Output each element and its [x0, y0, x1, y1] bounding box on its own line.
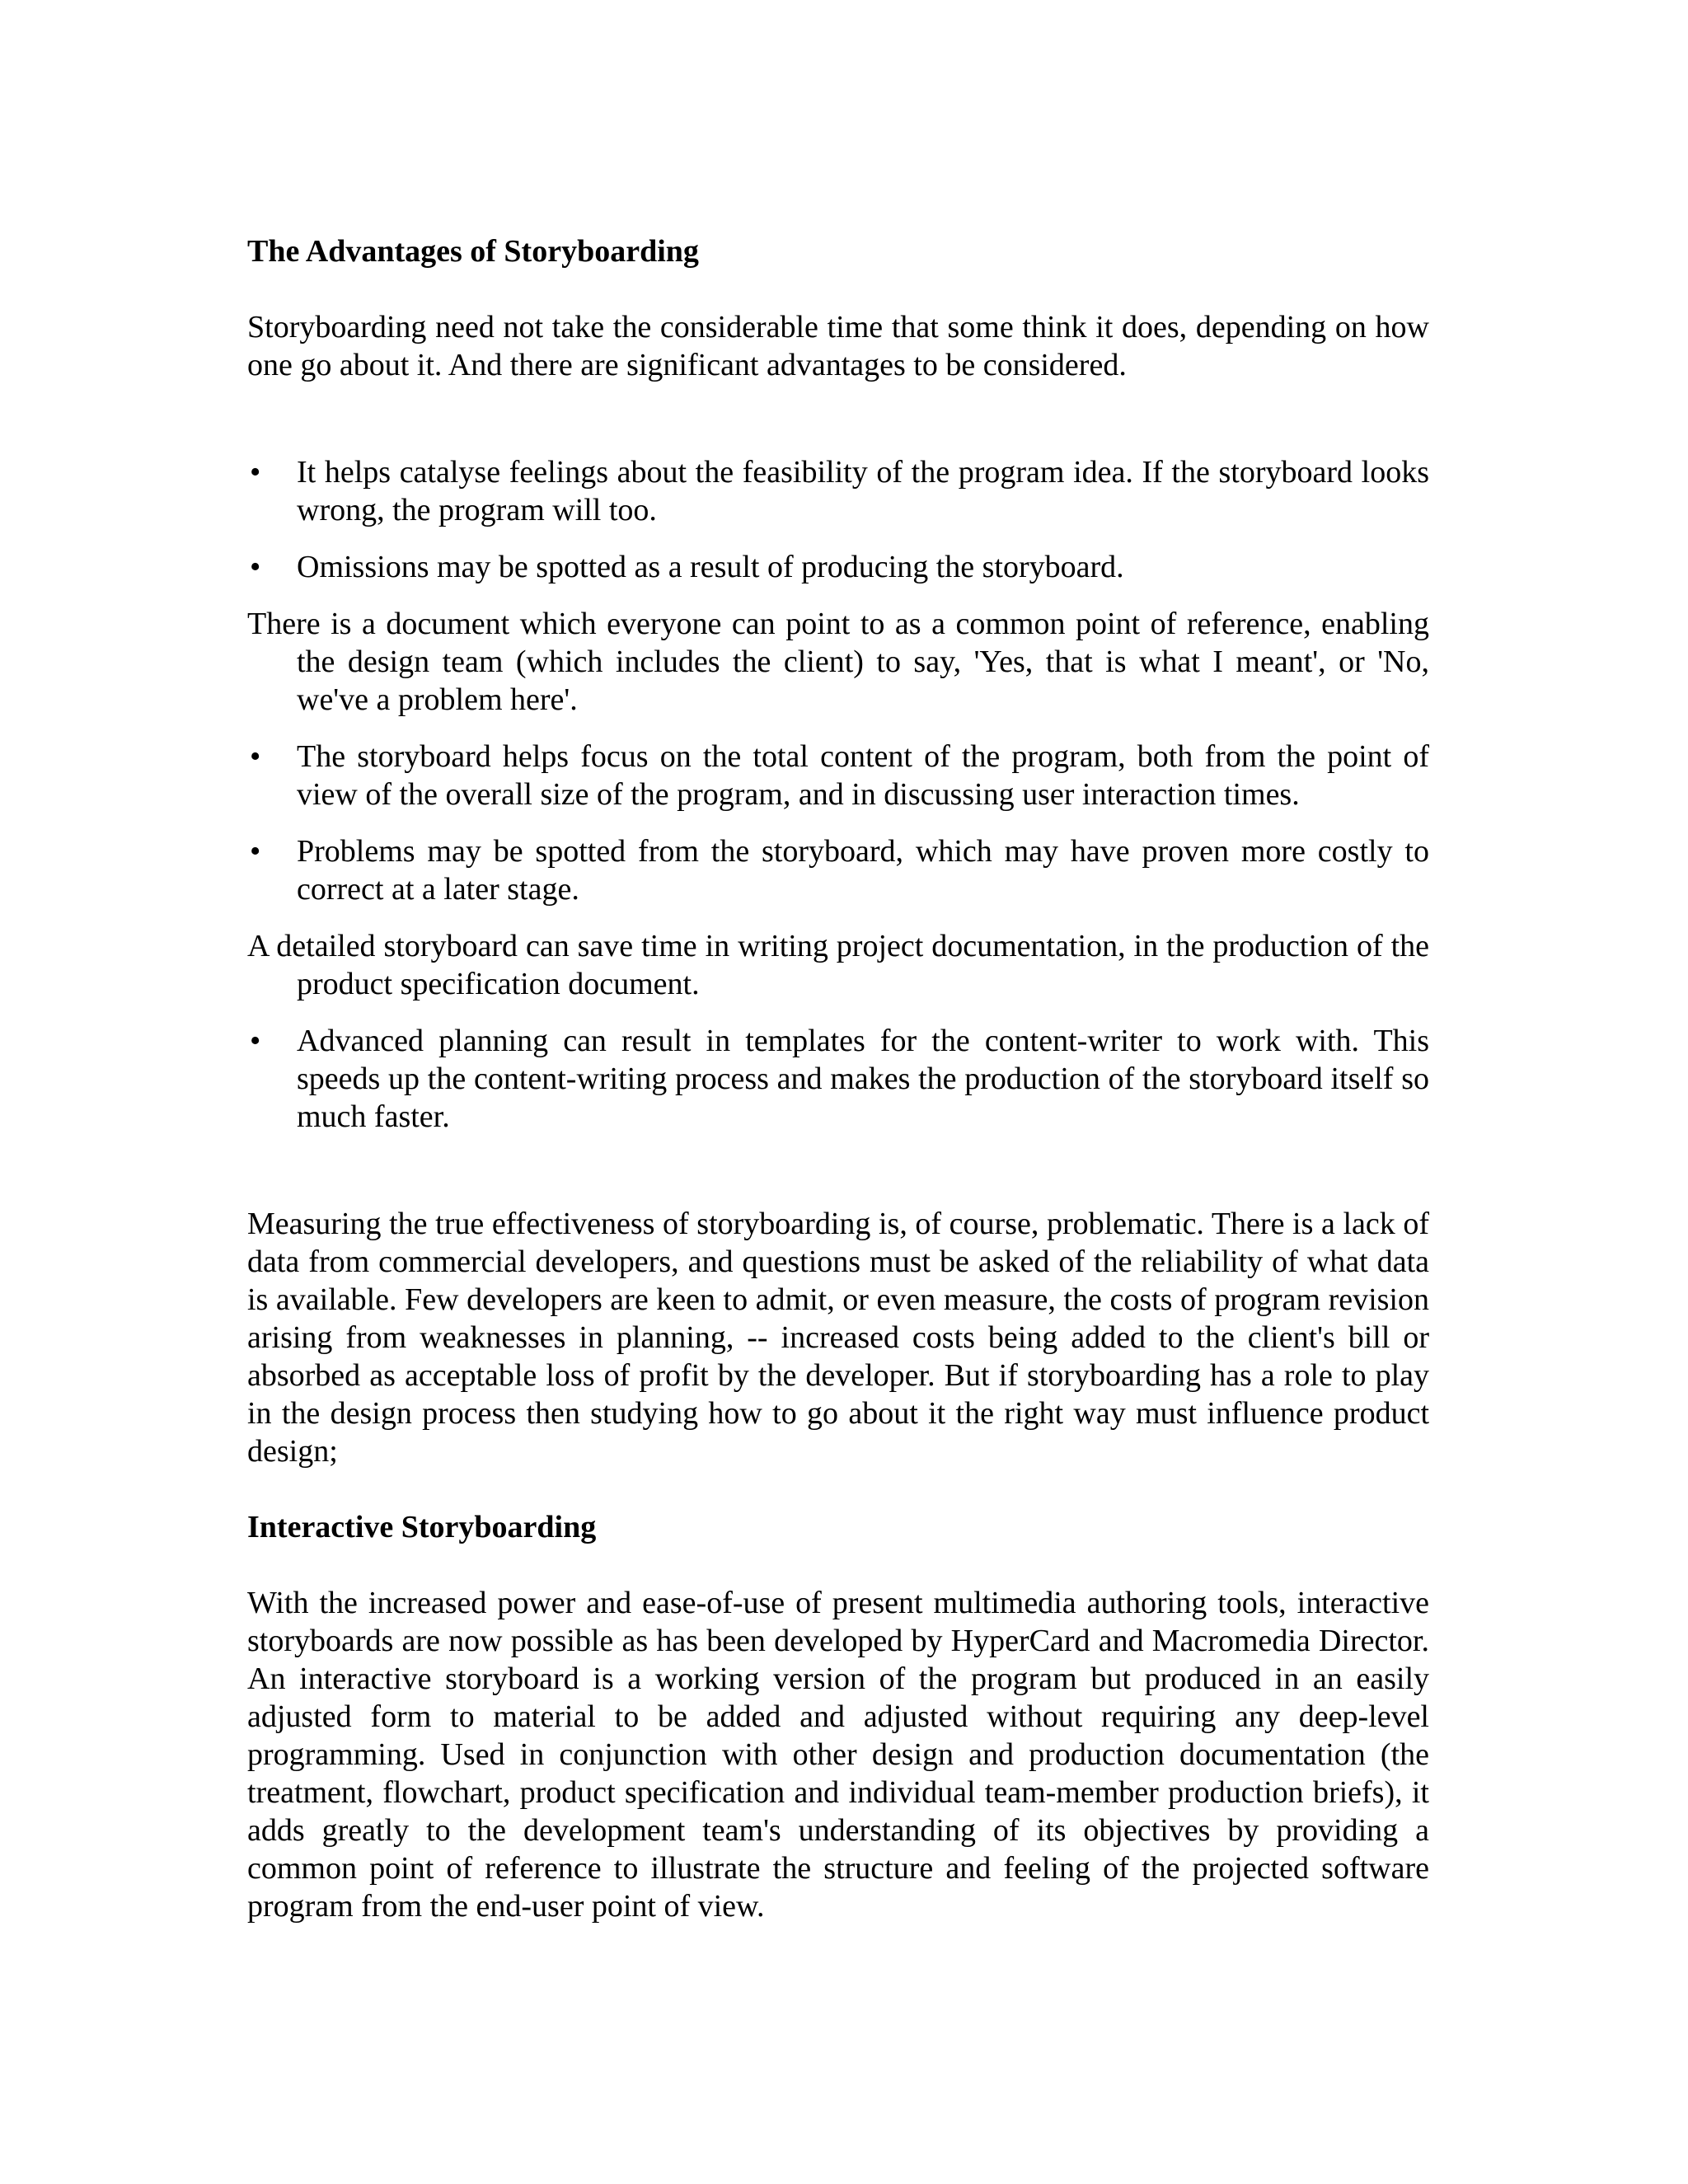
list-item [247, 1022, 1429, 1136]
list-item-text: Problems may be spotted from the storyboard, which may have proven more costly to correct at a later stage. [297, 834, 1429, 907]
list-item-text: Omissions may be spotted as a result of producing the storyboard. [297, 550, 1124, 584]
list-item [247, 738, 1429, 813]
bullet-icon: • [250, 1024, 261, 1058]
intro-paragraph: Storyboarding need not take the considerable time that some think it does, depending on how one go about it. And there are significant advantages to be considered. [247, 310, 1429, 382]
document-page [247, 232, 1429, 1925]
list-item-text: Advanced planning can result in templates for the content-writer to work with. This speeds up the content-writing process and makes the production of the storyboard itself so much faster. [297, 1024, 1429, 1134]
bullet-icon: • [250, 550, 261, 584]
list-item [247, 832, 1429, 908]
section-title: The Advantages of Storyboarding [247, 234, 699, 269]
bullet-icon: • [250, 455, 261, 490]
list-item [247, 548, 1429, 586]
bullet-icon: • [250, 834, 261, 869]
list-item-text: It helps catalyse feelings about the feasibility of the program idea. If the storyboard looks wrong, the program will too. [297, 455, 1429, 527]
interactive-paragraph: With the increased power and ease-of-use of present multimedia authoring tools, interactive storyboards are now possible as has been developed by HyperCard and Macromedia Director. An interactive storyboard is a working version of the program but produced in an easily adjusted form to material to be added and adjusted without requiring any deep-level programming. Used in conjunction with other design and production documentation (the treatment, flowchart, product specification and individual team-member production briefs), it adds greatly to the development team's understanding of its objectives by providing a common point of reference to illustrate the structure and feeling of the projected software program from the end-user point of view. [247, 1586, 1429, 1924]
interactive-heading: Interactive Storyboarding [247, 1510, 597, 1544]
list-item-unbulleted: There is a document which everyone can point to as a common point of reference, enabling the design team (which includes the client) to say, 'Yes, that is what I meant', or 'No, we've a problem here'. [247, 607, 1429, 717]
bullet-icon: • [250, 739, 261, 774]
measuring-paragraph: Measuring the true effectiveness of storyboarding is, of course, problematic. There is a lack of data from commercial developers, and questions must be asked of the reliability of what data is available. Few developers are keen to admit, or even measure, the costs of program revision arising from weaknesses in planning, -- increased costs being added to the client's bill or absorbed as acceptable loss of profit by the developer. But if storyboarding has a role to play in the design process then studying how to go about it the right way must influence product design; [247, 1207, 1429, 1469]
advantages-list [247, 453, 1429, 1136]
list-item [247, 453, 1429, 529]
list-item-text: The storyboard helps focus on the total content of the program, both from the point of view of the overall size of the program, and in discussing user interaction times. [297, 739, 1429, 812]
list-item-unbulleted: A detailed storyboard can save time in writing project documentation, in the production of the product specification document. [247, 929, 1429, 1001]
